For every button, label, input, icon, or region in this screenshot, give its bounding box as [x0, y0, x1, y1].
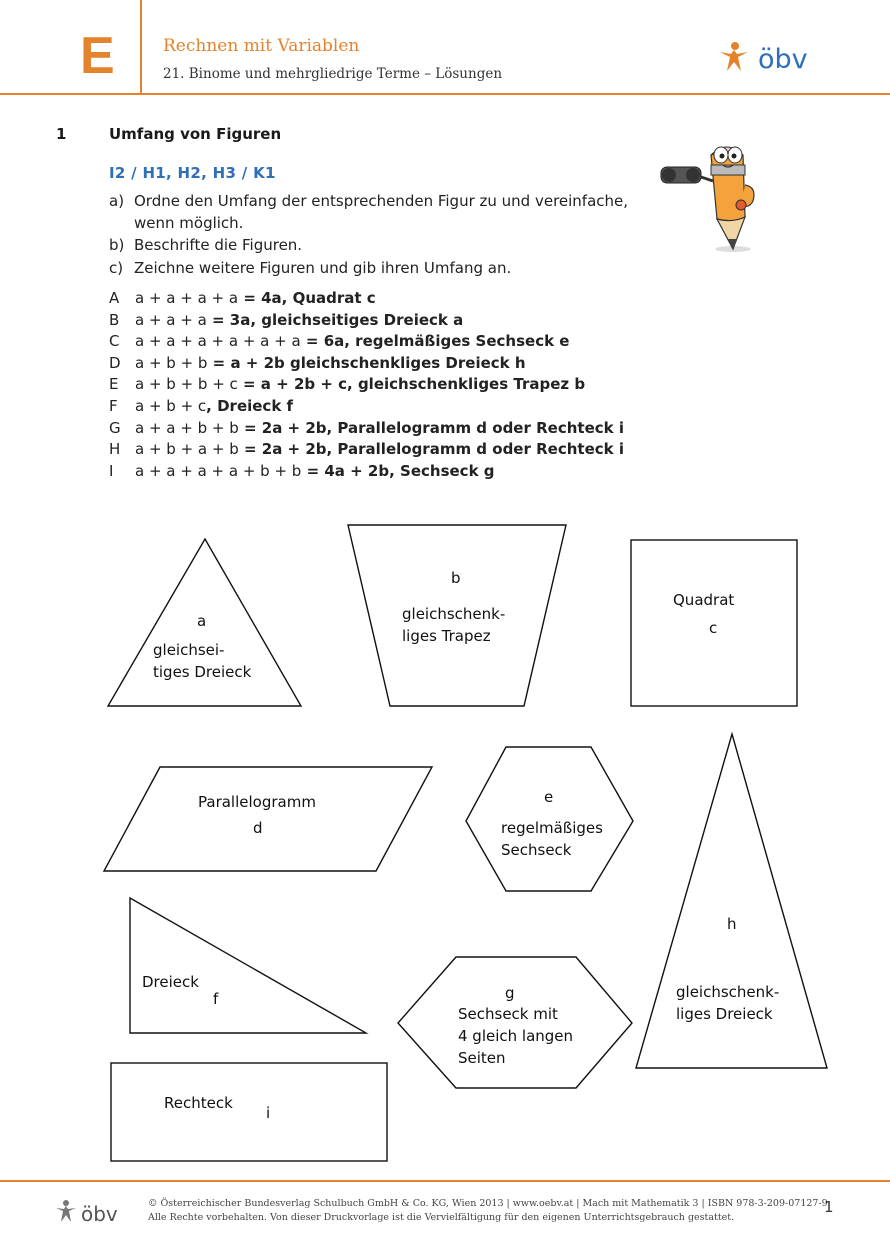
- solution-label: B: [109, 311, 120, 329]
- oebv-logo-icon: [718, 40, 828, 74]
- solution-row: [109, 440, 624, 458]
- figure-a-letter: a: [197, 612, 207, 630]
- solution-term: a + b + a + b: [135, 440, 239, 458]
- solution-term: a + a + a + a + a + a: [135, 332, 301, 350]
- figure-a-name-line2: tiges Dreieck: [153, 663, 252, 681]
- footer-copyright: [148, 1197, 828, 1225]
- figure-i-letter: i: [266, 1104, 271, 1122]
- header-divider-horizontal: [0, 93, 890, 95]
- figure-d-name: Parallelogramm: [198, 793, 316, 811]
- figure-f-right-triangle: [130, 898, 366, 1033]
- solution-label: H: [109, 440, 121, 458]
- figure-g-letter: g: [505, 984, 515, 1002]
- solution-answer: = 2a + 2b, Parallelogramm d oder Rechteck i: [238, 440, 624, 458]
- solution-label: D: [109, 354, 121, 372]
- solution-term: a + b + b: [135, 354, 208, 372]
- task-number: 1: [56, 125, 67, 143]
- figure-h-name-line2: liges Dreieck: [676, 1005, 773, 1023]
- figure-e-letter: e: [544, 788, 554, 806]
- figure-c-name: Quadrat: [673, 591, 735, 609]
- instruction-b: [109, 236, 302, 254]
- solution-label: I: [109, 462, 114, 480]
- pencil-mascot-icon: [655, 125, 765, 255]
- chapter-subtitle: 21. Binome und mehrgliedrige Terme – Lösungen: [163, 66, 503, 82]
- solution-answer: = 6a, regelmäßiges Sechseck e: [300, 332, 570, 350]
- brand-wordmark: öbv: [758, 44, 808, 74]
- solution-label: E: [109, 375, 119, 393]
- instruction-text: wenn möglich.: [134, 214, 244, 232]
- figure-e-name-line2: Sechseck: [501, 841, 572, 859]
- footer-line-2: Alle Rechte vorbehalten. Von dieser Druckvorlage ist die Vervielfältigung für den eigenen Unterrichtsgebrauch gestattet.: [148, 1212, 735, 1223]
- solution-answer: = a + 2b + c, gleichschenkliges Trapez b: [237, 375, 586, 393]
- solution-row: [109, 462, 495, 480]
- figure-d-parallelogram: [104, 767, 432, 871]
- instruction-label: c): [109, 259, 124, 277]
- solution-label: F: [109, 397, 118, 415]
- figures-canvas: [0, 500, 890, 1180]
- figure-i-rectangle: [111, 1063, 387, 1161]
- instruction-a-cont: [109, 214, 243, 232]
- figure-g-name-line1: Sechseck mit: [458, 1005, 558, 1023]
- solution-answer: = a + 2b gleichschenkliges Dreieck h: [207, 354, 526, 372]
- solution-term: a + b + c: [135, 397, 207, 415]
- figure-b-letter: b: [451, 569, 461, 587]
- solution-row: [109, 354, 526, 372]
- instruction-a: [109, 192, 628, 210]
- header-divider-vertical: [140, 0, 142, 94]
- solution-term: a + a + a + a + b + b: [135, 462, 302, 480]
- solution-row: [109, 375, 585, 393]
- instruction-label: b): [109, 236, 125, 254]
- figure-g-name-line2: 4 gleich langen: [458, 1027, 574, 1045]
- solution-term: a + a + a + a: [135, 289, 239, 307]
- solution-row: [109, 332, 569, 350]
- instruction-text: Beschrifte die Figuren.: [134, 236, 303, 254]
- solution-term: a + b + b + c: [135, 375, 238, 393]
- solution-term: a + a + a: [135, 311, 207, 329]
- competency-codes: I2 / H1, H2, H3 / K1: [109, 164, 276, 182]
- instruction-text: Ordne den Umfang der entsprechenden Figur zu und vereinfache,: [134, 192, 629, 210]
- figure-h-letter: h: [727, 915, 737, 933]
- solution-row: [109, 289, 376, 307]
- solution-answer: = 4a + 2b, Sechseck g: [301, 462, 495, 480]
- solution-row: [109, 397, 293, 415]
- figure-g-name-line3: Seiten: [458, 1049, 506, 1067]
- figure-f-letter: f: [213, 990, 219, 1008]
- solution-row: [109, 419, 624, 437]
- solution-label: G: [109, 419, 121, 437]
- solution-answer: = 4a, Quadrat c: [238, 289, 376, 307]
- solution-answer: = 2a + 2b, Parallelogramm d oder Rechteck i: [238, 419, 624, 437]
- footer-oebv-logo-icon: [55, 1198, 125, 1226]
- footer-line-1: © Österreichischer Bundesverlag Schulbuch GmbH & Co. KG, Wien 2013 | www.oebv.at | Mach mit Mathematik 3 | ISBN 978-3-209-07127-9: [148, 1198, 828, 1209]
- figure-c-letter: c: [709, 619, 718, 637]
- figure-i-name: Rechteck: [164, 1094, 233, 1112]
- task-title: Umfang von Figuren: [109, 125, 282, 143]
- solution-row: [109, 311, 463, 329]
- instruction-c: [109, 259, 511, 277]
- footer-brand-wordmark: öbv: [81, 1202, 118, 1226]
- figure-b-name-line2: liges Trapez: [402, 627, 491, 645]
- figure-h-name-line1: gleichschenk-: [676, 983, 780, 1001]
- solution-term: a + a + b + b: [135, 419, 239, 437]
- instruction-text: Zeichne weitere Figuren und gib ihren Umfang an.: [134, 259, 512, 277]
- solution-answer: = 3a, gleichseitiges Dreieck a: [206, 311, 464, 329]
- figure-b-name-line1: gleichschenk-: [402, 605, 506, 623]
- figure-f-name: Dreieck: [142, 973, 199, 991]
- chapter-letter: E: [80, 27, 115, 85]
- figure-a-name-line1: gleichsei-: [153, 641, 225, 659]
- solution-answer: , Dreieck f: [206, 397, 294, 415]
- chapter-title: Rechnen mit Variablen: [163, 36, 360, 56]
- solution-label: C: [109, 332, 120, 350]
- page-number: 1: [824, 1198, 834, 1216]
- solution-label: A: [109, 289, 120, 307]
- footer-divider: [0, 1180, 890, 1182]
- figure-e-name-line1: regelmäßiges: [501, 819, 603, 837]
- instruction-label: a): [109, 192, 125, 210]
- figure-d-letter: d: [253, 819, 263, 837]
